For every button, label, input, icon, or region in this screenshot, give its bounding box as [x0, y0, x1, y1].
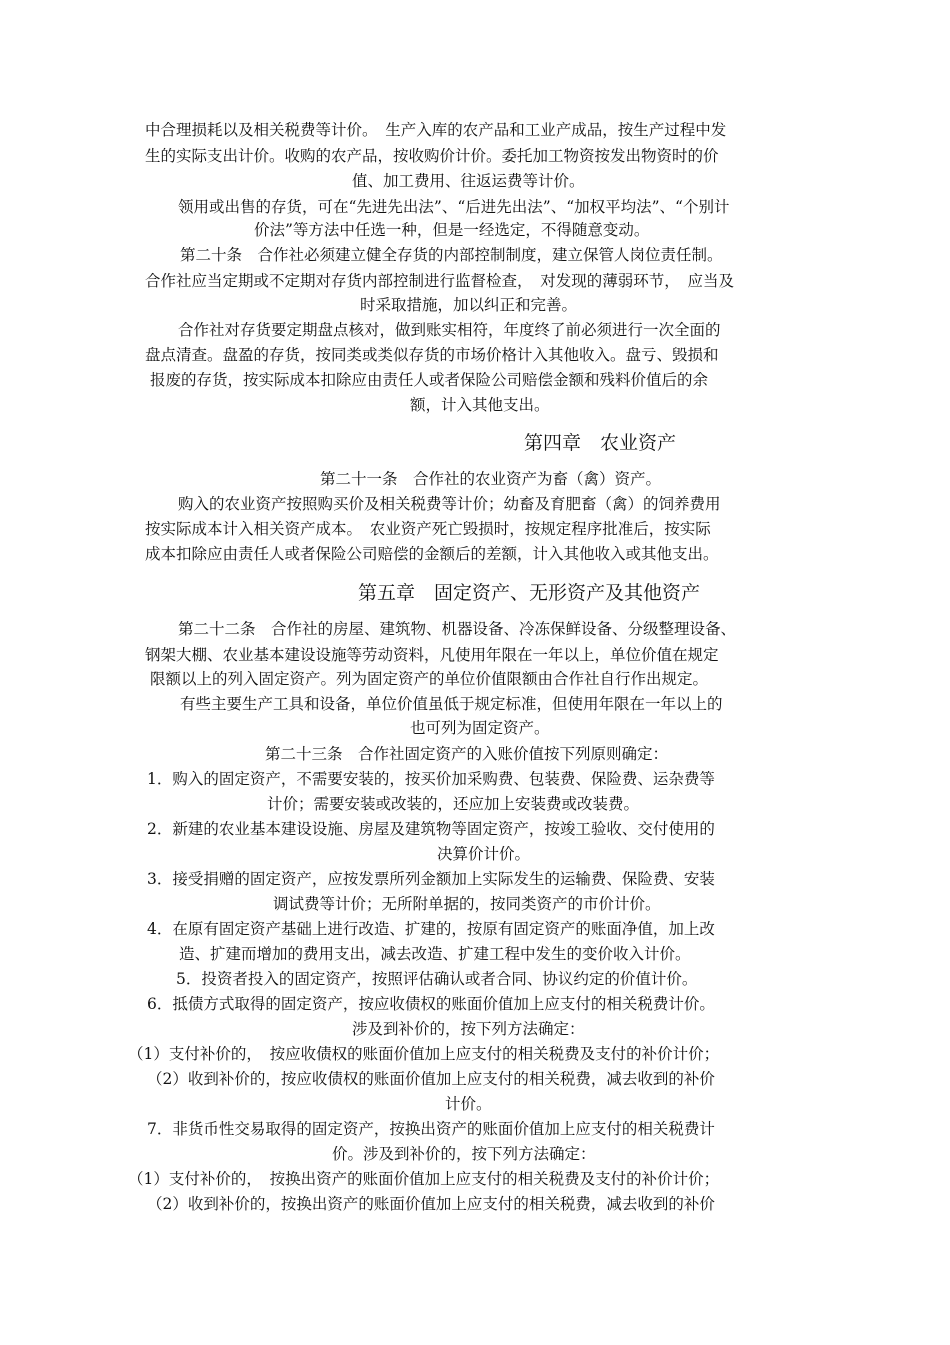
paragraph-line: 按实际成本计入相关资产成本。 农业资产死亡毁损时，按规定程序批准后，按实际	[145, 520, 711, 538]
paragraph-line: 生的实际支出计价。收购的农产品，按收购价计价。委托加工物资按发出物资时的价	[145, 147, 719, 165]
paragraph-line: 成本扣除应由责任人或者保险公司赔偿的金额后的差额，计入其他收入或其他支出。	[145, 545, 719, 563]
chapter-4-heading: 第四章 农业资产	[524, 432, 677, 454]
sub-list-item: （1）支付补价的， 按换出资产的账面价值加上应支付的相关税费及支付的补价计价；	[128, 1170, 720, 1188]
list-item: 6．抵债方式取得的固定资产，按应收债权的账面价值加上应支付的相关税费计价。	[147, 995, 715, 1013]
paragraph-line: 有些主要生产工具和设备，单位价值虽低于规定标准，但使用年限在一年以上的	[180, 695, 723, 713]
paragraph-line: 时采取措施，加以纠正和完善。	[360, 296, 578, 314]
article-23-line: 第二十三条 合作社固定资产的入账价值按下列原则确定：	[265, 745, 669, 763]
paragraph-line: 盘点清查。盘盈的存货，按同类或类似存货的市场价格计入其他收入。盘亏、毁损和	[145, 346, 719, 364]
paragraph-line: 中合理损耗以及相关税费等计价。 生产入库的农产品和工业产成品，按生产过程中发	[145, 121, 727, 139]
list-item: 2．新建的农业基本建设设施、房屋及建筑物等固定资产，按竣工验收、交付使用的	[147, 820, 715, 838]
paragraph-line: 购入的农业资产按照购买价及相关税费等计价；幼畜及育肥畜（禽）的饲养费用	[178, 495, 721, 513]
paragraph-line: 合作社应当定期或不定期对存货内部控制进行监督检查， 对发现的薄弱环节， 应当及	[145, 272, 735, 290]
paragraph-line: 合作社对存货要定期盘点核对，做到账实相符，年度终了前必须进行一次全面的	[178, 321, 721, 339]
paragraph-line: 限额以上的列入固定资产。列为固定资产的单位价值限额由合作社自行作出规定。	[150, 670, 709, 688]
paragraph-line: 计价。	[445, 1095, 492, 1113]
article-22-line: 第二十二条 合作社的房屋、建筑物、机器设备、冷冻保鲜设备、分级整理设备、	[178, 620, 737, 638]
paragraph-line: 价法”等方法中任选一种，但是一经选定，不得随意变动。	[254, 221, 650, 239]
paragraph-line: 价。涉及到补价的，按下列方法确定：	[332, 1145, 596, 1163]
paragraph-line: 调试费等计价；无所附单据的，按同类资产的市价计价。	[273, 895, 661, 913]
paragraph-line: 值、加工费用、往返运费等计价。	[352, 172, 585, 190]
article-20-line: 第二十条 合作社必须建立健全存货的内部控制制度，建立保管人岗位责任制。	[180, 246, 723, 264]
list-item: 7．非货币性交易取得的固定资产，按换出资产的账面价值加上应支付的相关税费计	[147, 1120, 715, 1138]
list-item: 4．在原有固定资产基础上进行改造、扩建的，按原有固定资产的账面净值，加上改	[147, 920, 715, 938]
article-21-line: 第二十一条 合作社的农业资产为畜（禽）资产。	[320, 470, 662, 488]
sub-list-item: （2）收到补价的，按换出资产的账面价值加上应支付的相关税费，减去收到的补价	[147, 1195, 715, 1213]
paragraph-line: 钢架大棚、农业基本建设设施等劳动资料，凡使用年限在一年以上，单位价值在规定	[145, 646, 719, 664]
chapter-5-heading: 第五章 固定资产、无形资产及其他资产	[358, 582, 701, 604]
paragraph-line: 也可列为固定资产。	[410, 719, 550, 737]
list-item: 5．投资者投入的固定资产，按照评估确认或者合同、协议约定的价值计价。	[176, 970, 698, 988]
sub-list-item: （2）收到补价的，按应收债权的账面价值加上应支付的相关税费，减去收到的补价	[147, 1070, 715, 1088]
list-item: 3．接受捐赠的固定资产，应按发票所列金额加上实际发生的运输费、保险费、安装	[147, 870, 715, 888]
paragraph-line: 计价；需要安装或改装的，还应加上安装费或改装费。	[267, 795, 640, 813]
paragraph-line: 涉及到补价的，按下列方法确定：	[352, 1020, 585, 1038]
paragraph-line: 额，计入其他支出。	[410, 396, 550, 414]
paragraph-line: 造、扩建而增加的费用支出，减去改造、扩建工程中发生的变价收入计价。	[179, 945, 691, 963]
paragraph-line: 领用或出售的存货，可在“先进先出法”、“后进先出法”、“加权平均法”、“个别计	[178, 198, 730, 216]
paragraph-line: 决算价计价。	[437, 845, 531, 863]
sub-list-item: （1）支付补价的， 按应收债权的账面价值加上应支付的相关税费及支付的补价计价；	[128, 1045, 720, 1063]
paragraph-line: 报废的存货，按实际成本扣除应由责任人或者保险公司赔偿金额和残料价值后的余	[150, 371, 709, 389]
list-item: 1．购入的固定资产，不需要安装的，按买价加采购费、包装费、保险费、运杂费等	[147, 770, 715, 788]
